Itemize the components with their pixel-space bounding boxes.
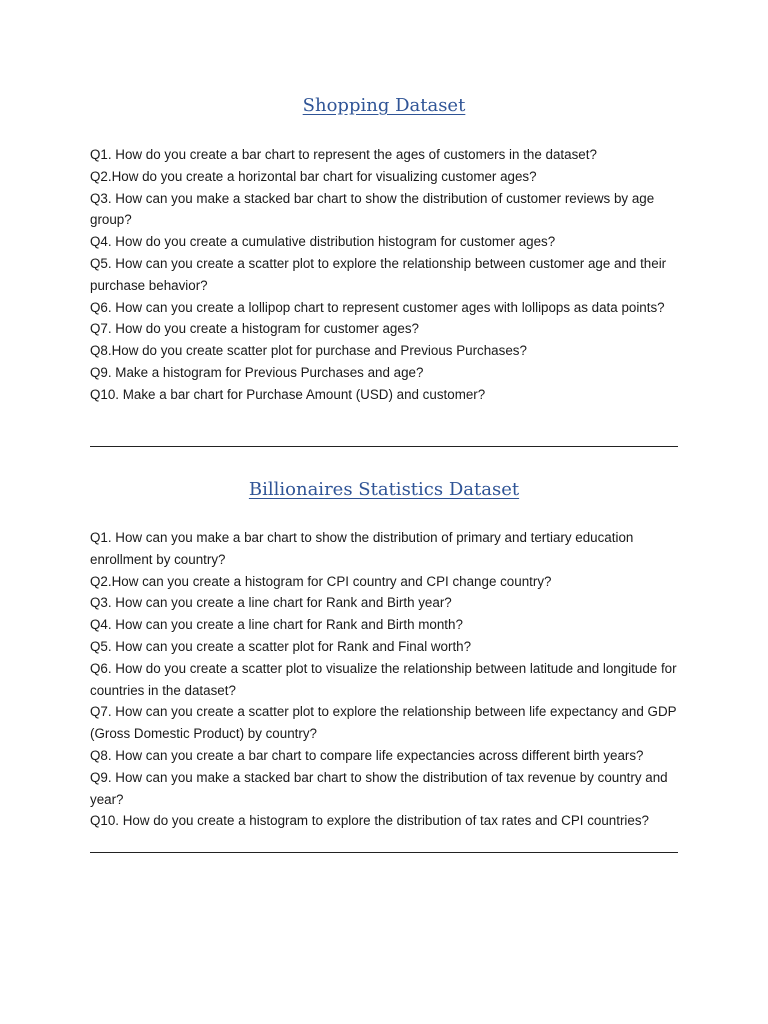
question-item: Q5. How can you create a scatter plot for Rank and Final worth? — [90, 638, 472, 654]
question-item: Q8.How do you create scatter plot for purchase and Previous Purchases? — [90, 343, 527, 359]
question-item: Q2.How do you create a horizontal bar chart for visualizing customer ages? — [90, 168, 537, 184]
question-item: Q9. How can you make a stacked bar chart to show the distribution of tax revenue by country and year? — [90, 769, 668, 807]
section-divider — [90, 852, 678, 853]
question-item: Q7. How do you create a histogram for customer ages? — [90, 321, 419, 337]
section-divider — [90, 446, 678, 447]
question-item: Q10. Make a bar chart for Purchase Amount (USD) and customer? — [90, 386, 486, 402]
question-item: Q1. How do you create a bar chart to represent the ages of customers in the dataset? — [90, 147, 597, 162]
question-item: Q9. Make a histogram for Previous Purchases and age? — [90, 364, 424, 380]
question-item: Q7. How can you create a scatter plot to explore the relationship between life expectancy and GDP (Gross Domestic Product) by country? — [90, 704, 677, 742]
question-item: Q3. How can you create a line chart for Rank and Birth year? — [90, 595, 452, 611]
question-item: Q4. How can you create a line chart for Rank and Birth month? — [90, 617, 463, 633]
question-list-billionaires — [90, 527, 678, 832]
question-item: Q10. How do you create a histogram to explore the distribution of tax rates and CPI countries? — [90, 813, 649, 829]
shopping-dataset-section — [90, 94, 678, 406]
section-title-shopping: Shopping Dataset — [302, 95, 466, 116]
question-item: Q2.How can you create a histogram for CPI country and CPI change country? — [90, 573, 552, 589]
question-list-shopping — [90, 144, 678, 406]
question-item: Q4. How do you create a cumulative distribution histogram for customer ages? — [90, 234, 556, 250]
question-item: Q6. How can you create a lollipop chart to represent customer ages with lollipops as data points? — [90, 299, 665, 315]
section-title-billionaires: Billionaires Statistics Dataset — [248, 479, 520, 500]
question-item: Q8. How can you create a bar chart to compare life expectancies across different birth years? — [90, 747, 644, 763]
question-item: Q3. How can you make a stacked bar chart to show the distribution of customer reviews by age group? — [90, 190, 655, 228]
question-item: Q5. How can you create a scatter plot to explore the relationship between customer age and their purchase behavior? — [90, 255, 667, 293]
question-item: Q1. How can you make a bar chart to show the distribution of primary and tertiary education enrollment by country? — [90, 530, 634, 567]
question-item: Q6. How do you create a scatter plot to visualize the relationship between latitude and longitude for countries in the dataset? — [90, 660, 677, 698]
billionaires-dataset-section — [90, 478, 678, 832]
